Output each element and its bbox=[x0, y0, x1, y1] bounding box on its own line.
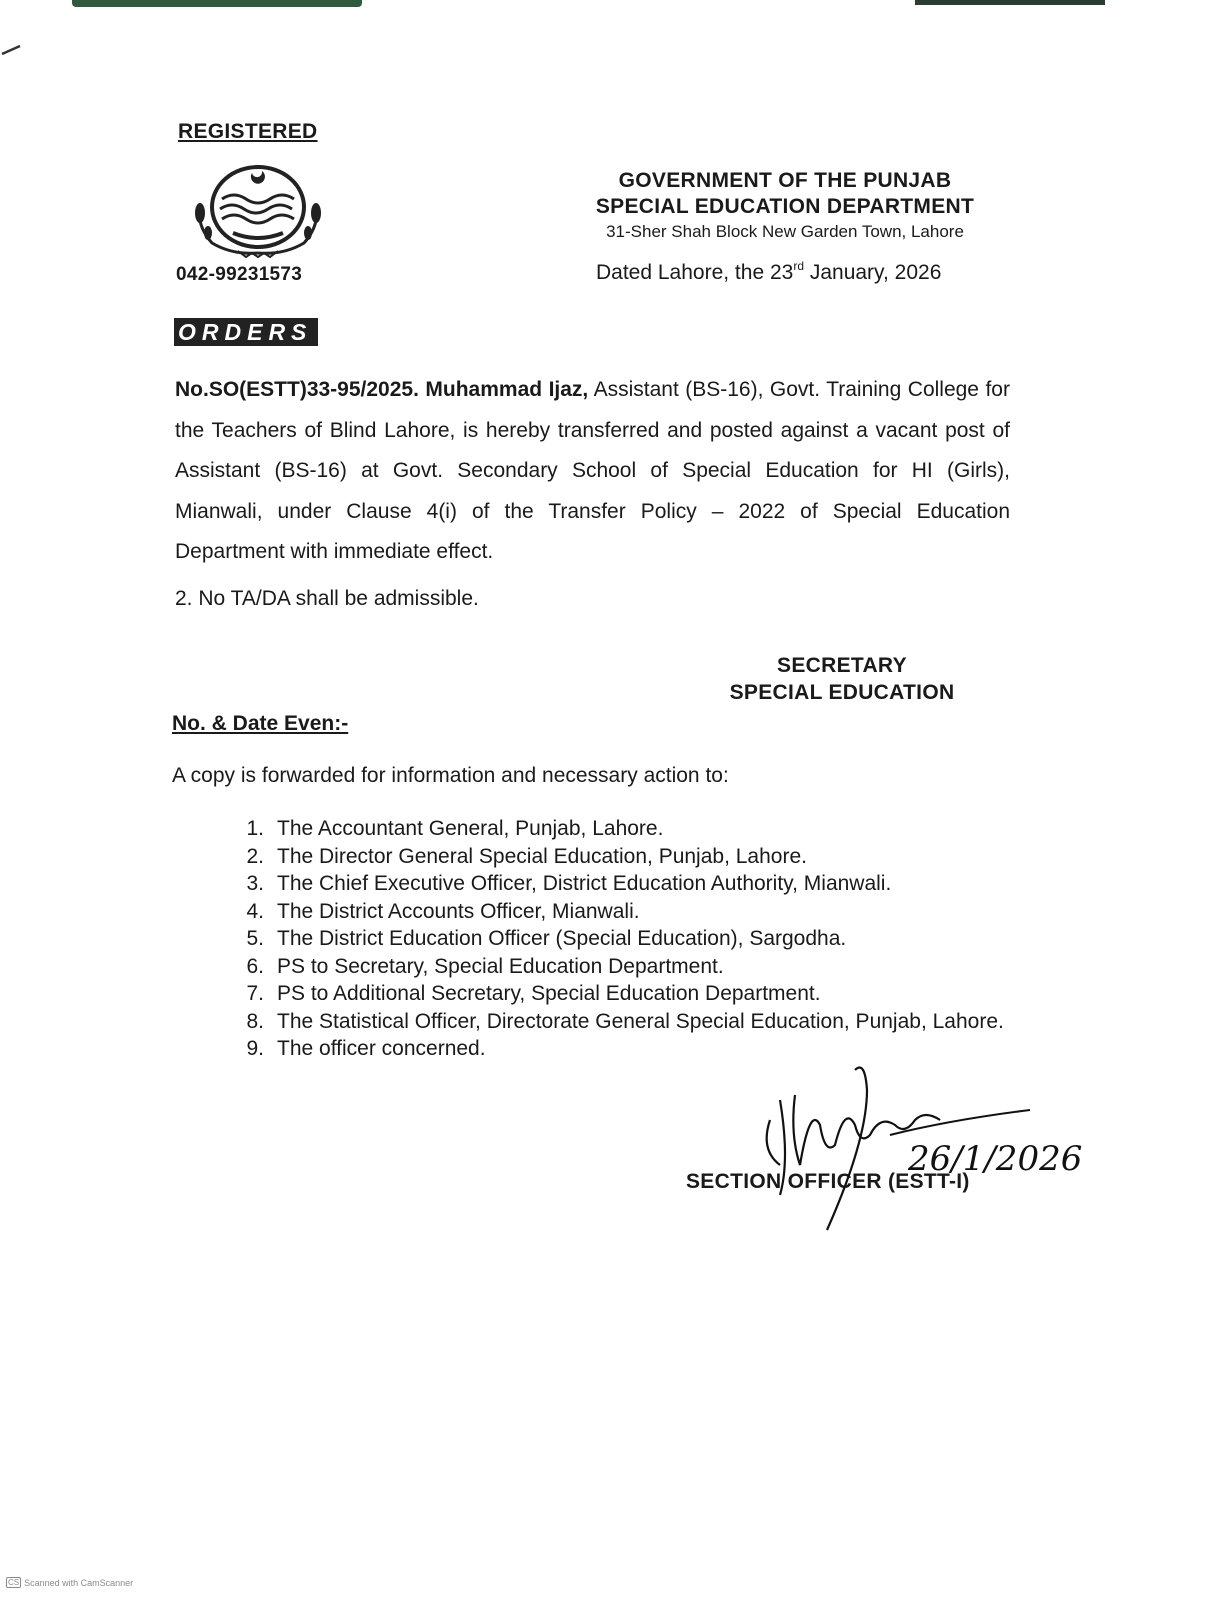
distribution-item bbox=[232, 925, 1004, 953]
employee-name: Muhammad Ijaz, bbox=[425, 378, 589, 401]
distribution-item bbox=[232, 953, 1004, 981]
registered-label: REGISTERED bbox=[178, 120, 318, 143]
handwritten-signature bbox=[740, 1060, 1140, 1240]
date-line: Dated Lahore, the 23rd January, 2026 bbox=[596, 259, 942, 284]
camscanner-icon: CS bbox=[8, 1578, 20, 1587]
distribution-list bbox=[232, 815, 1004, 1063]
distribution-item-number: 3. bbox=[246, 872, 264, 895]
section-officer-title: SECTION OFFICER (ESTT-I) bbox=[686, 1170, 970, 1193]
distribution-item bbox=[232, 815, 1004, 843]
distribution-item-number: 4. bbox=[246, 899, 264, 923]
distribution-item-text: The District Education Officer (Special Education), Sargodha. bbox=[277, 927, 847, 950]
distribution-item-number: 9. bbox=[246, 1037, 264, 1060]
distribution-item-number: 7. bbox=[246, 982, 264, 1005]
distribution-item-text: The District Accounts Officer, Mianwali. bbox=[277, 899, 640, 923]
distribution-item bbox=[232, 1035, 1004, 1063]
distribution-item-text: The Director General Special Education, Punjab, Lahore. bbox=[277, 844, 807, 868]
order-number: No.SO(ESTT)33-95/2025. bbox=[175, 378, 419, 401]
orders-label: ORDERS bbox=[174, 318, 318, 346]
copy-heading: No. & Date Even:- bbox=[172, 712, 349, 735]
distribution-item-text: The Statistical Officer, Directorate General Special Education, Punjab, Lahore. bbox=[277, 1009, 1004, 1033]
distribution-item bbox=[232, 843, 1004, 871]
top-border-left bbox=[72, 0, 362, 7]
distribution-item bbox=[232, 870, 1004, 898]
distribution-item-text: PS to Secretary, Special Education Department. bbox=[277, 954, 724, 978]
department-address: 31-Sher Shah Block New Garden Town, Lahore bbox=[606, 222, 964, 241]
punjab-emblem-icon bbox=[178, 155, 328, 265]
distribution-item-text: PS to Additional Secretary, Special Education Department. bbox=[277, 982, 821, 1005]
distribution-item-number: 8. bbox=[246, 1009, 264, 1033]
distribution-item bbox=[232, 1008, 1004, 1036]
scan-mark-icon bbox=[0, 40, 24, 60]
scanner-text: Scanned with CamScanner bbox=[24, 1577, 134, 1588]
order-text: Assistant (BS-16), Govt. Training College for the Teachers of Blind Lahore, is hereby transferred and posted against a vacant post of Assistant (BS-16) at Govt. Secondary School of Special Education for HI (Girls), Mianwali, under Clause 4(i) of the Transfer Policy – 2022 of Special Education Department with immediate effect. bbox=[175, 378, 1010, 563]
distribution-item-number: 6. bbox=[246, 954, 264, 978]
secretary-title: SECRETARY bbox=[777, 654, 907, 677]
distribution-item bbox=[232, 980, 1004, 1008]
department-title: SPECIAL EDUCATION DEPARTMENT bbox=[595, 195, 975, 218]
order-paragraph bbox=[175, 370, 1010, 573]
distribution-item-text: The Chief Executive Officer, District Education Authority, Mianwali. bbox=[277, 872, 892, 895]
order-paragraph-2: 2. No TA/DA shall be admissible. bbox=[175, 587, 479, 610]
distribution-item-number: 5. bbox=[246, 927, 264, 950]
phone-number: 042-99231573 bbox=[176, 264, 303, 285]
copy-intro: A copy is forwarded for information and necessary action to: bbox=[172, 764, 729, 787]
distribution-item-text: The officer concerned. bbox=[277, 1037, 486, 1060]
distribution-item-text: The Accountant General, Punjab, Lahore. bbox=[277, 817, 664, 840]
secretary-department: SPECIAL EDUCATION bbox=[729, 681, 955, 704]
distribution-item bbox=[232, 898, 1004, 926]
government-title: GOVERNMENT OF THE PUNJAB bbox=[618, 169, 952, 192]
distribution-item-number: 1. bbox=[246, 817, 264, 840]
signature-date: 26/1/2026 bbox=[908, 1139, 1083, 1179]
top-border-right bbox=[915, 0, 1105, 5]
scanner-watermark bbox=[6, 1577, 133, 1588]
distribution-item-number: 2. bbox=[246, 844, 264, 868]
